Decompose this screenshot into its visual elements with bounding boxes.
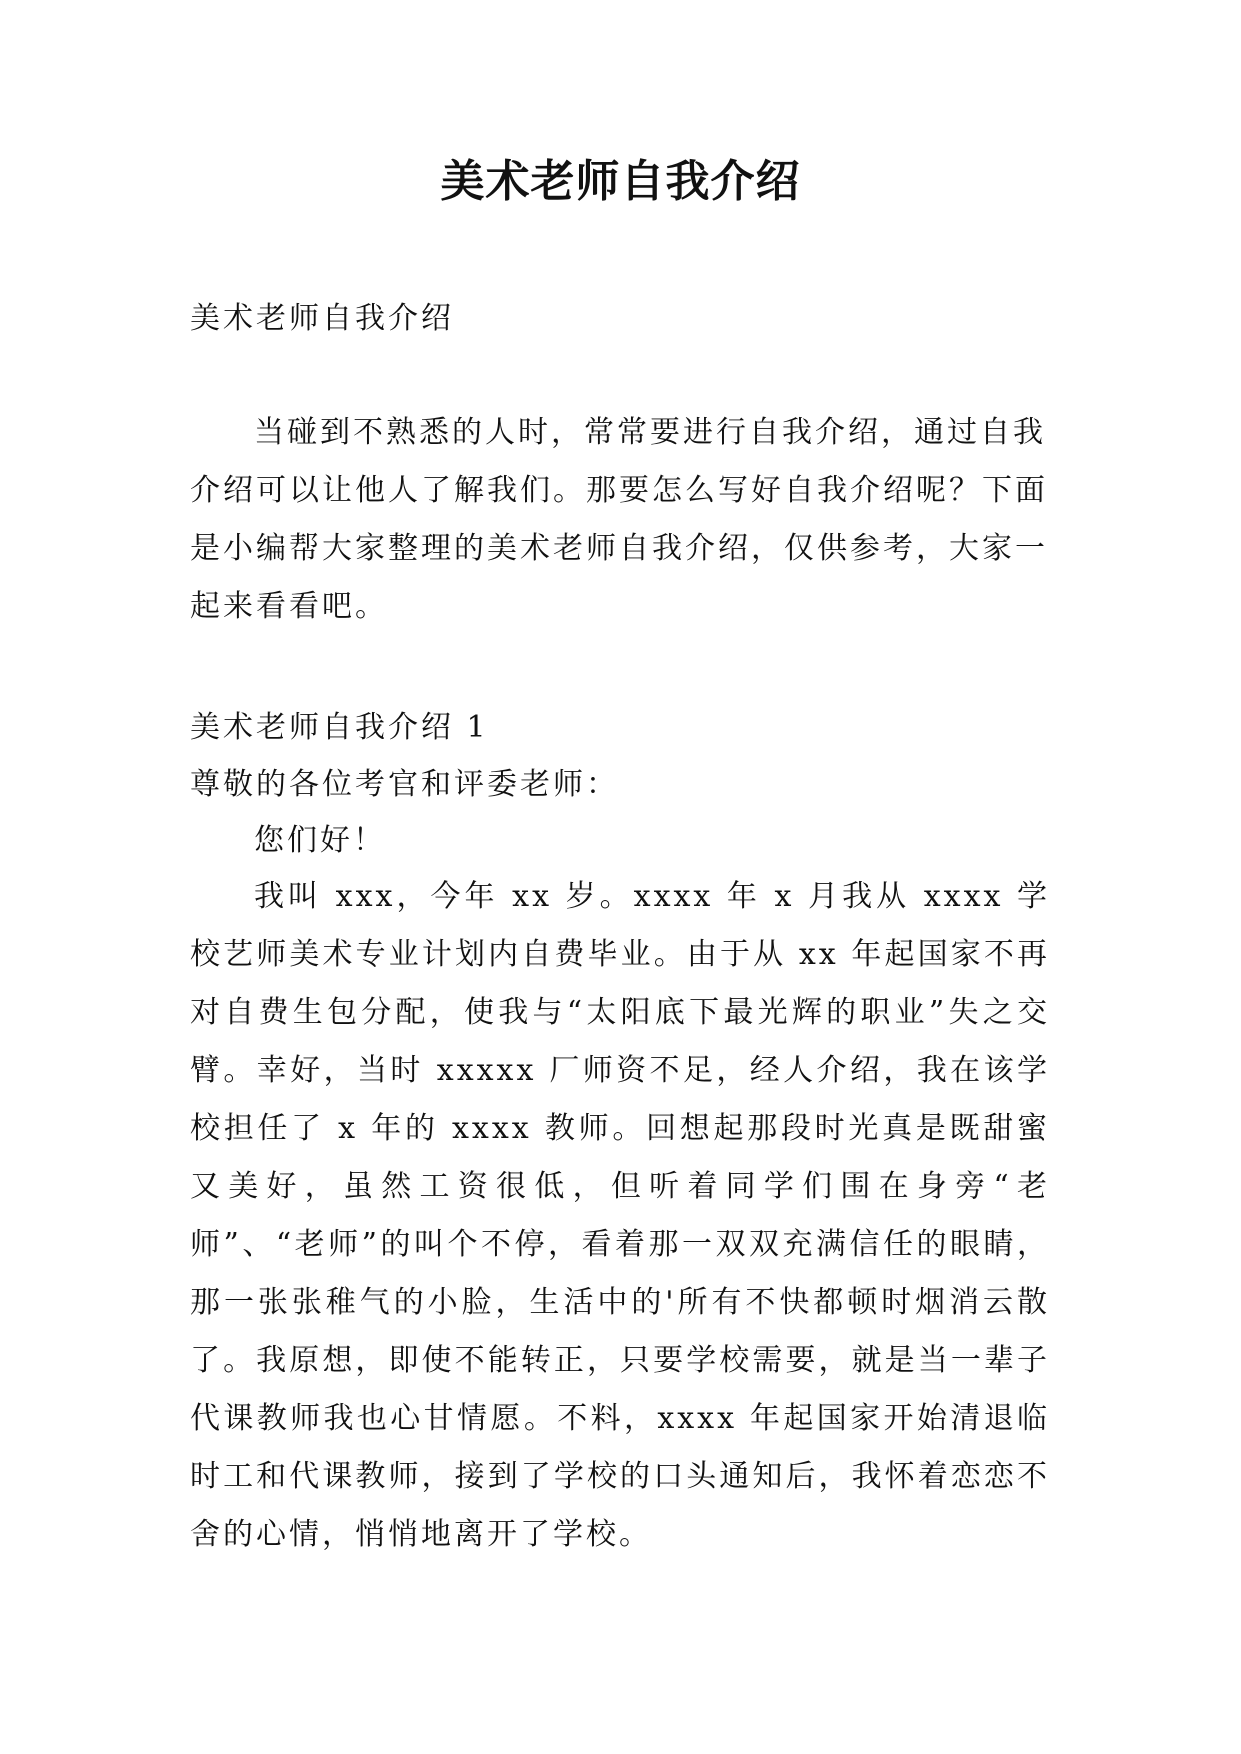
- document-subtitle: 美术老师自我介绍: [190, 301, 454, 336]
- body-paragraph: 我叫 xxx，今年 xx 岁。xxxx 年 x 月我从 xxxx 学校艺师美术专业计划内自费毕业。由于从 xx 年起国家不再对自费生包分配，使我与“太阳底下最光辉的职业”失之交臂。幸好，当时 xxxxx 厂师资不足，经人介绍，我在该学校担任了 x 年的 xxxx 教师。回想起那段时光真是既甜蜜又美好，虽然工资很低，但听着同学们围在身旁“老师”、“老师”的叫个不停，看着那一双双充满信任的眼睛，那一张张稚气的小脸，生活中的'所有不快都顿时烟消云散了。我原想，即使不能转正，只要学校需要，就是当一辈子代课教师我也心甘情愿。不料，xxxx 年起国家开始清退临时工和代课教师，接到了学校的口头通知后，我怀着恋恋不舍的心情，悄悄地离开了学校。: [190, 879, 1050, 1552]
- intro-paragraph: 当碰到不熟悉的人时，常常要进行自我介绍，通过自我介绍可以让他人了解我们。那要怎么写好自我介绍呢？下面是小编帮大家整理的美术老师自我介绍，仅供参考，大家一起来看看吧。: [190, 415, 1048, 624]
- greeting-line: 您们好！: [254, 823, 386, 858]
- section-heading: 美术老师自我介绍 1: [190, 710, 489, 745]
- document-title: 美术老师自我介绍: [440, 156, 801, 207]
- salutation-line: 尊敬的各位考官和评委老师：: [190, 767, 619, 802]
